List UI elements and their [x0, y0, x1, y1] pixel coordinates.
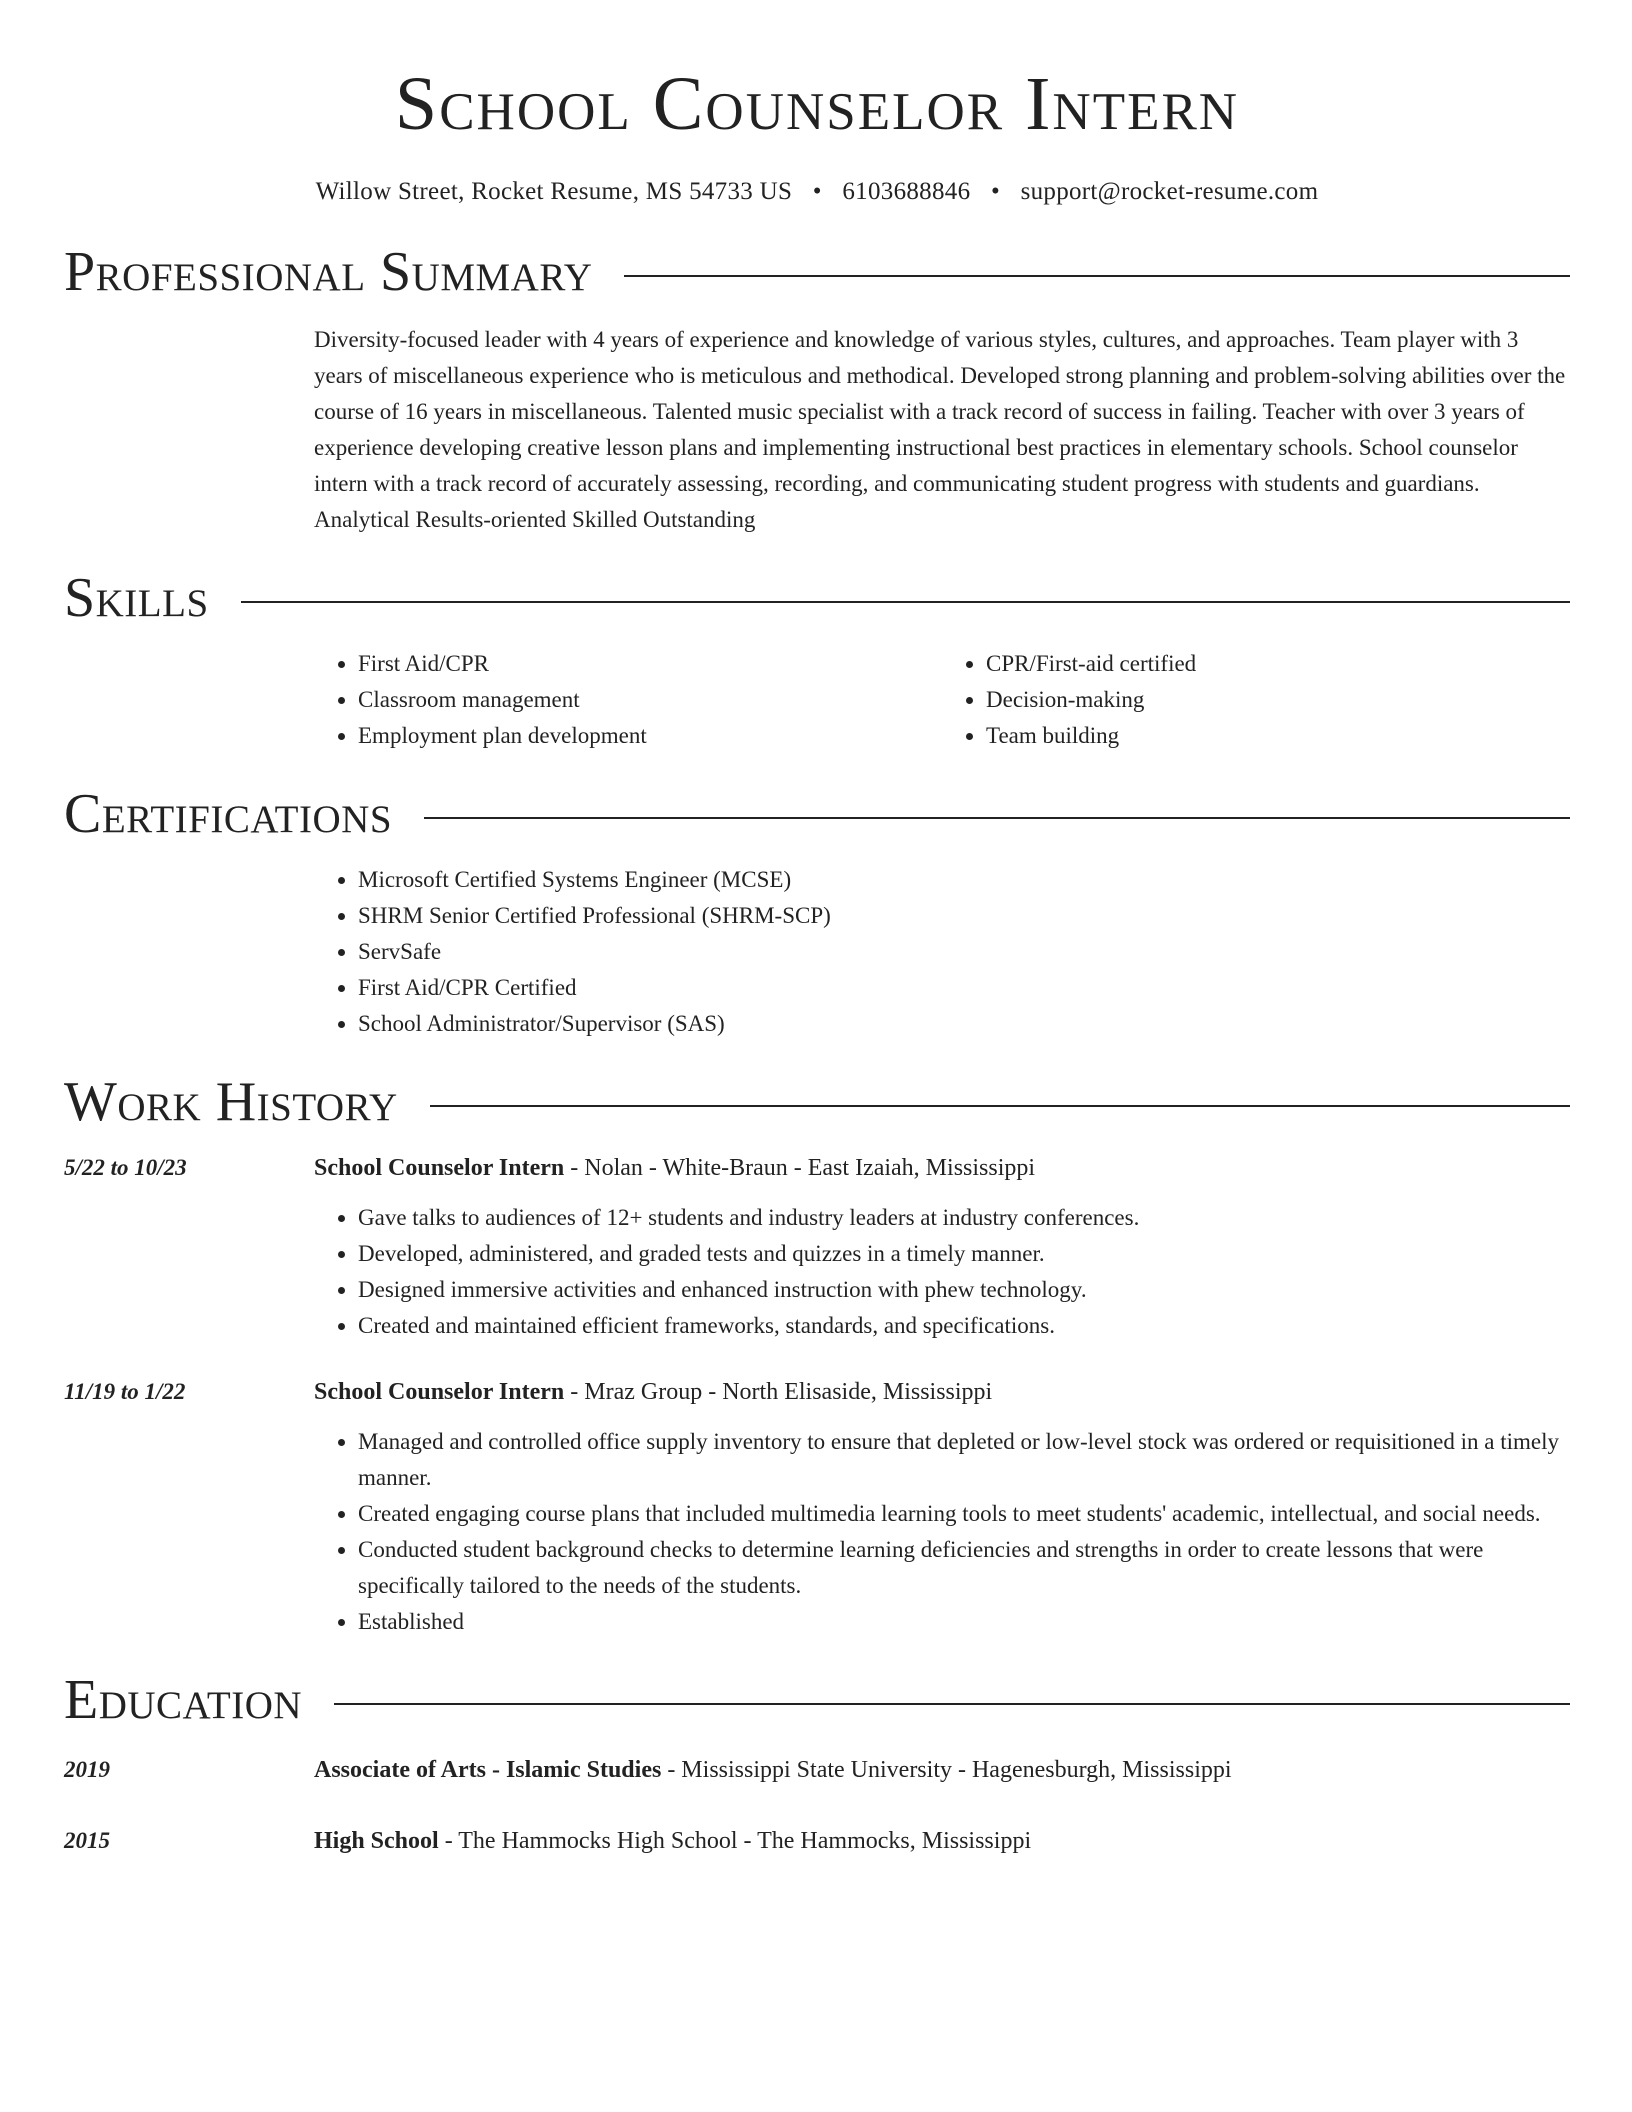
skill-item: • Employment plan development	[358, 718, 942, 754]
job-details: - Mraz Group - North Elisaside, Mississippi	[564, 1379, 993, 1405]
section-divider	[424, 817, 1570, 819]
job-bullets	[314, 1200, 1570, 1344]
education-section	[64, 1670, 1570, 1859]
skill-item: • Team building	[986, 718, 1570, 754]
job-entry	[64, 1150, 1570, 1344]
job-bullet: • Created and maintained efficient frameworks, standards, and specifications.	[358, 1308, 1570, 1344]
education-line	[314, 1823, 1570, 1859]
job-entry	[64, 1374, 1570, 1640]
summary-section	[64, 242, 1570, 538]
education-details: - The Hammocks High School - The Hammocks, Mississippi	[438, 1828, 1032, 1854]
section-header	[64, 568, 1570, 628]
certification-item: • First Aid/CPR Certified	[358, 970, 1570, 1006]
education-main	[314, 1823, 1570, 1859]
certification-item: • Microsoft Certified Systems Engineer (MCSE)	[358, 862, 1570, 898]
education-details: - Mississippi State University - Hagenesburgh, Mississippi	[661, 1757, 1232, 1783]
job-bullet: • Designed immersive activities and enhanced instruction with phew technology.	[358, 1272, 1570, 1308]
job-bullet: • Conducted student background checks to determine learning deficiencies and strengths in order to create lessons that were specifically tailored to the needs of the students.	[358, 1532, 1570, 1604]
job-bullets	[314, 1424, 1570, 1640]
certifications-list	[314, 862, 1570, 1042]
skills-section	[64, 568, 1570, 754]
job-details: - Nolan - White-Braun - East Izaiah, Mississippi	[564, 1155, 1036, 1181]
certification-item: • SHRM Senior Certified Professional (SHRM-SCP)	[358, 898, 1570, 934]
skills-list-left	[314, 646, 942, 754]
skill-item: • Classroom management	[358, 682, 942, 718]
summary-title: Professional Summary	[64, 241, 593, 303]
skill-item: • First Aid/CPR	[358, 646, 942, 682]
work-history-title: Work History	[64, 1071, 398, 1133]
education-line	[314, 1752, 1570, 1788]
education-degree: High School	[314, 1828, 439, 1854]
email: support@rocket-resume.com	[1020, 178, 1319, 205]
section-divider	[430, 1105, 1570, 1107]
certifications-title: Certifications	[64, 783, 393, 845]
job-title-line	[314, 1150, 1570, 1186]
education-entry	[64, 1752, 1570, 1788]
certification-item: • School Administrator/Supervisor (SAS)	[358, 1006, 1570, 1042]
work-history-section	[64, 1072, 1570, 1640]
education-main	[314, 1752, 1570, 1788]
section-divider	[241, 601, 1570, 603]
skills-title: Skills	[64, 567, 209, 629]
separator-dot: •	[990, 178, 1000, 205]
education-degree: Associate of Arts - Islamic Studies	[314, 1757, 662, 1783]
certifications-section	[64, 784, 1570, 1042]
education-year: 2015	[64, 1828, 110, 1853]
education-year: 2019	[64, 1757, 110, 1782]
education-title: Education	[64, 1669, 303, 1731]
job-bullet: • Developed, administered, and graded tests and quizzes in a timely manner.	[358, 1236, 1570, 1272]
section-header	[64, 1670, 1570, 1730]
skill-item: • Decision-making	[986, 682, 1570, 718]
contact-line	[64, 178, 1570, 206]
address: Willow Street, Rocket Resume, MS 54733 US	[315, 178, 793, 205]
section-divider	[334, 1703, 1570, 1705]
section-divider	[624, 275, 1570, 277]
job-main	[314, 1374, 1570, 1640]
skill-item: • CPR/First-aid certified	[986, 646, 1570, 682]
separator-dot: •	[812, 178, 822, 205]
job-role: School Counselor Intern	[314, 1155, 565, 1181]
section-header	[64, 242, 1570, 302]
job-main	[314, 1150, 1570, 1344]
job-bullet: • Created engaging course plans that included multimedia learning tools to meet students' academic, intellectual, and social needs.	[358, 1496, 1570, 1532]
section-header	[64, 784, 1570, 844]
resume-name: School Counselor Intern	[394, 62, 1240, 146]
job-role: School Counselor Intern	[314, 1379, 565, 1405]
job-date: 11/19 to 1/22	[64, 1379, 186, 1404]
summary-text: Diversity-focused leader with 4 years of experience and knowledge of various styles, cultures, and approaches. Team player with 3 years of miscellaneous experience who is meticulous and methodical. Developed strong planning and problem-solving abilities over the course of 16 years in miscellaneous. Talented music specialist with a track record of success in failing. Teacher with over 3 years of experience developing creative lesson plans and implementing instructional best practices in elementary schools. School counselor intern with a track record of accurately assessing, recording, and communicating student progress with students and guardians. Analytical Results-oriented Skilled Outstanding	[314, 327, 1566, 532]
skills-grid	[314, 646, 1570, 754]
job-bullet: • Established	[358, 1604, 1570, 1640]
skills-list-right	[942, 646, 1570, 754]
job-title-line	[314, 1374, 1570, 1410]
section-header	[64, 1072, 1570, 1132]
job-date: 5/22 to 10/23	[64, 1155, 187, 1180]
job-bullet: • Gave talks to audiences of 12+ students and industry leaders at industry conferences.	[358, 1200, 1570, 1236]
education-entry	[64, 1823, 1570, 1859]
phone: 6103688846	[842, 178, 971, 205]
certification-item: • ServSafe	[358, 934, 1570, 970]
job-bullet: • Managed and controlled office supply inventory to ensure that depleted or low-level stock was ordered or requisitioned in a timely manner.	[358, 1424, 1570, 1496]
